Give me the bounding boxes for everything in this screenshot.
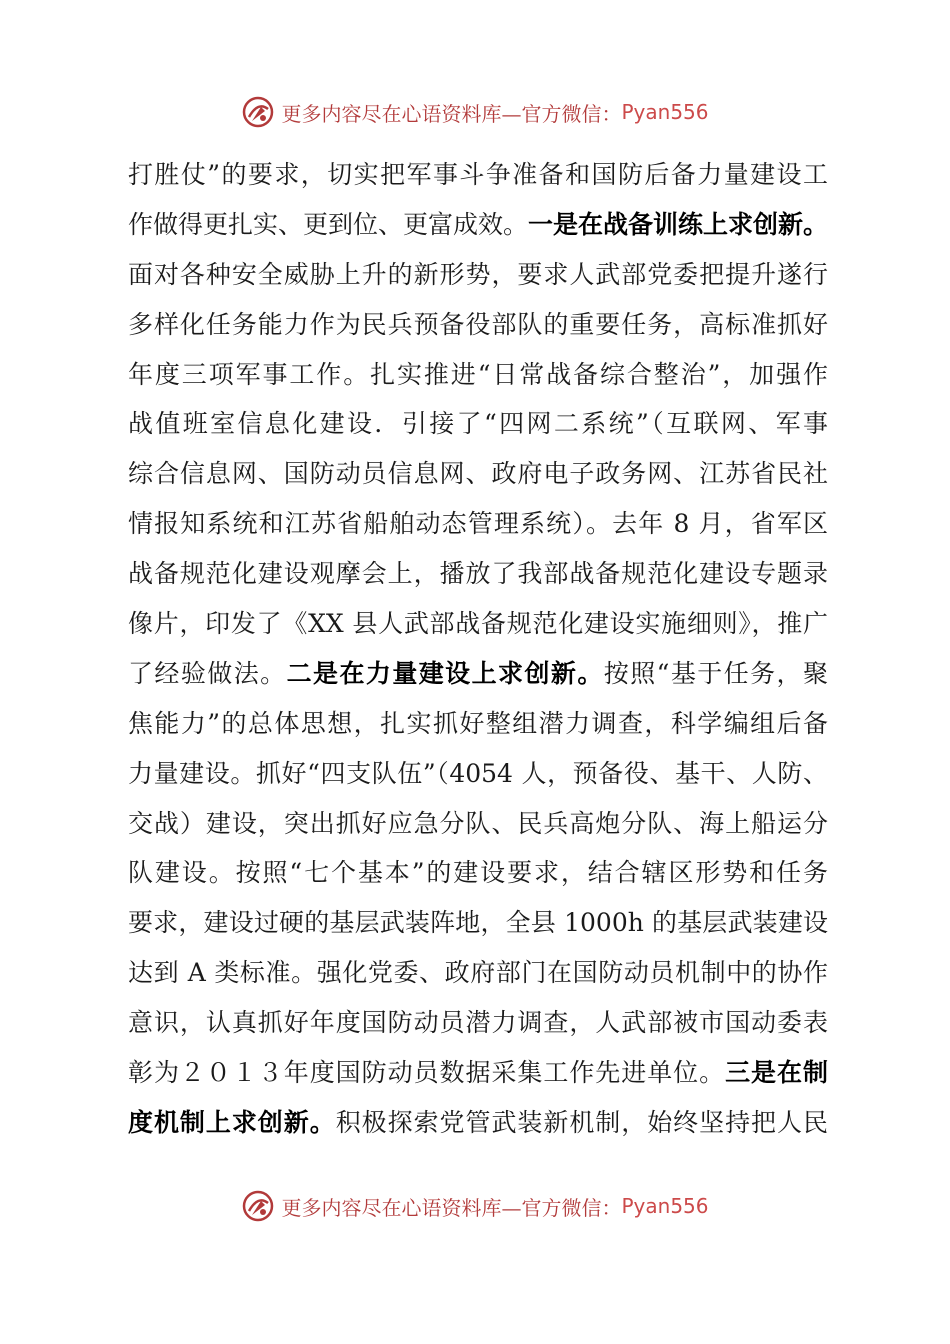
- logo-icon: [241, 1189, 275, 1223]
- footer-watermark: [0, 1186, 950, 1226]
- text-line: [128, 499, 828, 549]
- bold-heading-segment: 三是在制: [725, 1058, 828, 1088]
- text-line: [128, 549, 828, 599]
- text-segment: 彰为２０１３年度国防动员数据采集工作先进单位。: [128, 1058, 726, 1088]
- footer-contact-id: Pyan556: [621, 1194, 709, 1218]
- text-segment: 队建设。按照“七个基本”的建设要求，结合辖区形势和任务: [128, 858, 828, 888]
- text-line: [128, 799, 828, 849]
- bold-heading-segment: 度机制上求创新。: [128, 1107, 336, 1137]
- text-line: [128, 599, 828, 649]
- text-line: [128, 948, 828, 998]
- text-line: [128, 449, 828, 499]
- text-segment: 面对各种安全威胁上升的新形势，要求人武部党委把提升遂行: [128, 259, 828, 289]
- text-segment: 积极探索党管武装新机制，始终坚持把人民: [335, 1107, 828, 1137]
- bold-heading-segment: 一是在战备训练上求创新。: [528, 209, 828, 239]
- text-line: [128, 699, 828, 749]
- text-segment: 力量建设。抓好“四支队伍”（4054 人，预备役、基干、人防、: [128, 758, 828, 788]
- text-segment: 像片，印发了《XX 县人武部战备规范化建设实施细则》，推广: [128, 609, 828, 639]
- header-contact-id: Pyan556: [621, 100, 709, 124]
- text-line: [128, 1048, 828, 1098]
- text-segment: 意识，认真抓好年度国防动员潜力调查，人武部被市国动委表: [128, 1008, 828, 1038]
- footer-contact-label: 官方微信：: [521, 1195, 622, 1220]
- text-segment: 按照“基于任务，聚: [603, 658, 828, 688]
- text-line: [128, 350, 828, 400]
- text-line: [128, 200, 828, 250]
- text-line: [128, 300, 828, 350]
- text-line: [128, 399, 828, 449]
- text-segment: 了经验做法。: [128, 658, 287, 688]
- text-segment: 焦能力”的总体思想，扎实抓好整组潜力调查，科学编组后备: [128, 708, 828, 738]
- text-line: [128, 898, 828, 948]
- text-line: [128, 998, 828, 1048]
- logo-icon: [241, 95, 275, 129]
- text-segment: 综合信息网、国防动员信息网、政府电子政务网、江苏省民社: [128, 459, 828, 489]
- text-line: [128, 649, 828, 699]
- text-line: [128, 1098, 828, 1148]
- bold-heading-segment: 二是在力量建设上求创新。: [286, 658, 604, 688]
- text-line: [128, 749, 828, 799]
- text-segment: 多样化任务能力作为民兵预备役部队的重要任务，高标准抓好: [128, 309, 828, 339]
- text-segment: 要求，建设过硬的基层武装阵地，全县 1000h 的基层武装建设: [128, 908, 828, 938]
- text-segment: 情报知系统和江苏省船舶动态管理系统）。去年 8 月，省军区: [128, 509, 828, 539]
- text-segment: 战值班室信息化建设．引接了“四网二系统”（互联网、军事: [128, 409, 828, 439]
- footer-watermark-text: 更多内容尽在心语资料库—: [281, 1195, 522, 1220]
- text-line: [128, 250, 828, 300]
- document-body: [128, 150, 828, 1148]
- text-line: [128, 150, 828, 200]
- text-line: [128, 848, 828, 898]
- header-contact-label: 官方微信：: [521, 101, 622, 126]
- text-segment: 年度三项军事工作。扎实推进“日常战备综合整治”，加强作: [128, 359, 828, 389]
- text-segment: 打胜仗”的要求，切实把军事斗争准备和国防后备力量建设工: [128, 160, 828, 189]
- header-watermark: [0, 92, 950, 132]
- text-segment: 交战）建设，突出抓好应急分队、民兵高炮分队、海上船运分: [128, 808, 828, 838]
- text-segment: 作做得更扎实、更到位、更富成效。: [128, 209, 529, 239]
- text-segment: 战备规范化建设观摩会上，播放了我部战备规范化建设专题录: [128, 559, 828, 589]
- text-segment: 达到 A 类标准。强化党委、政府部门在国防动员机制中的协作: [128, 958, 828, 988]
- header-watermark-text: 更多内容尽在心语资料库—: [281, 101, 522, 126]
